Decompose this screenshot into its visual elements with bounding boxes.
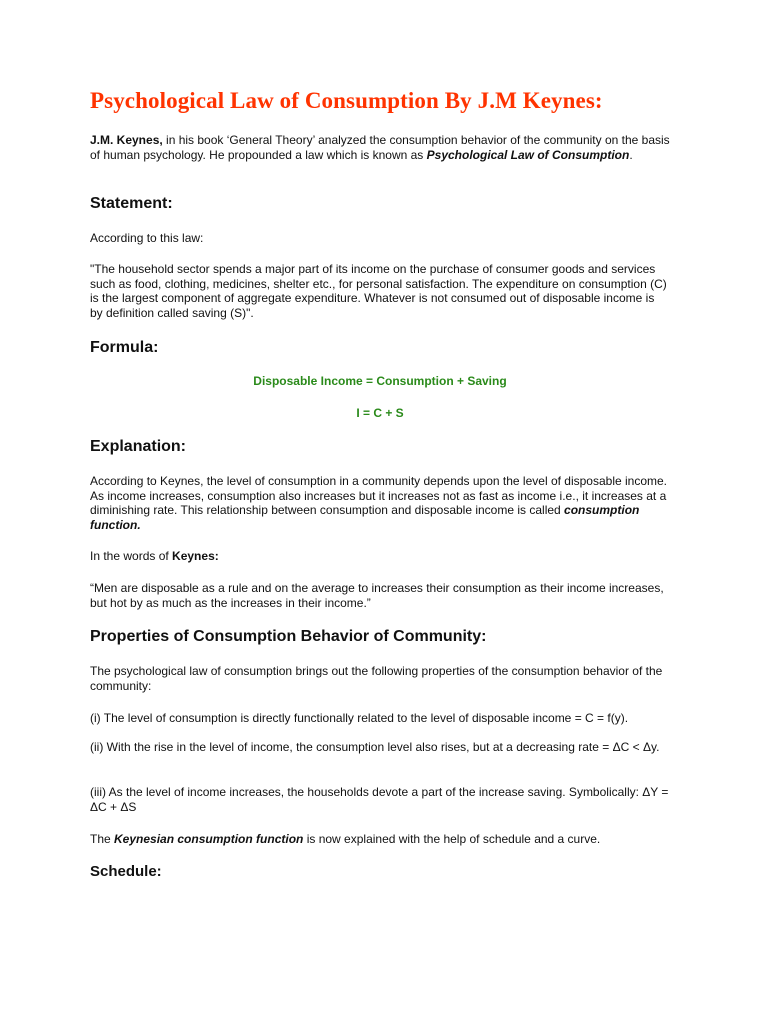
schedule-heading: Schedule: (90, 863, 162, 880)
property-item-2: (ii) With the rise in the level of income, the consumption level also rises, but at a decreasing rate = ΔC < Δy. (90, 740, 660, 754)
property-item-1: (i) The level of consumption is directly functionally related to the level of disposable income = C = f(y). (90, 711, 629, 725)
formula-heading: Formula: (90, 339, 159, 356)
statement-heading: Statement: (90, 195, 173, 212)
intro-author: J.M. Keynes, (90, 133, 163, 147)
formula-line-2: I = C + S (356, 406, 404, 420)
intro-law-name: Psychological Law of Consumption (426, 147, 630, 162)
properties-heading: Properties of Consumption Behavior of Community: (90, 628, 487, 645)
formula-line-1: Disposable Income = Consumption + Saving (253, 374, 507, 388)
keynes-words-lead (90, 549, 670, 564)
property-item-3: (iii) As the level of income increases, the households devote a part of the increase saving. Symbolically: ΔY = ΔC + ΔS (90, 785, 669, 814)
keynes-quote: “Men are disposable as a rule and on the average to increases their consumption as their income increases, but hot by as much as the increases in their income.” (90, 581, 664, 610)
properties-lead: The psychological law of consumption brings out the following properties of the consumption behavior of the community: (90, 664, 663, 693)
document-title: Psychological Law of Consumption By J.M Keynes: (90, 88, 603, 113)
explanation-paragraph (90, 474, 670, 532)
explanation-heading: Explanation: (90, 438, 187, 455)
explanation-text: According to Keynes, the level of consumption in a community depends upon the level of disposable income. As income increases, consumption also increases but it increases not as fast as income i.e., it increases at a diminishing rate. This relationship between consumption and disposable income is called (90, 474, 668, 517)
intro-end: . (629, 147, 633, 162)
statement-lead: According to this law: (90, 231, 204, 245)
closing-term: Keynesian consumption function (114, 832, 304, 846)
statement-quote: "The household sector spends a major part of its income on the purchase of consumer goods and services such as food, clothing, medicines, shelter etc., for personal satisfaction. The expenditure on consumption (C) is the largest component of aggregate expenditure. Whatever is not consumed out of disposable income is by definition called saving (S)". (90, 262, 667, 320)
intro-text: in his book ‘General Theory’ analyzed the consumption behavior of the community on the basis of human psychology. He propounded a law which is known as (90, 133, 670, 162)
intro-paragraph (90, 133, 670, 162)
closing-lead: The (90, 832, 115, 846)
keynes-name: Keynes: (172, 549, 219, 563)
closing-end: is now explained with the help of schedule and a curve. (303, 832, 601, 846)
keynes-words-text: In the words of (90, 549, 173, 563)
closing-paragraph (90, 832, 670, 847)
explanation-term: consumption function. (90, 503, 640, 532)
